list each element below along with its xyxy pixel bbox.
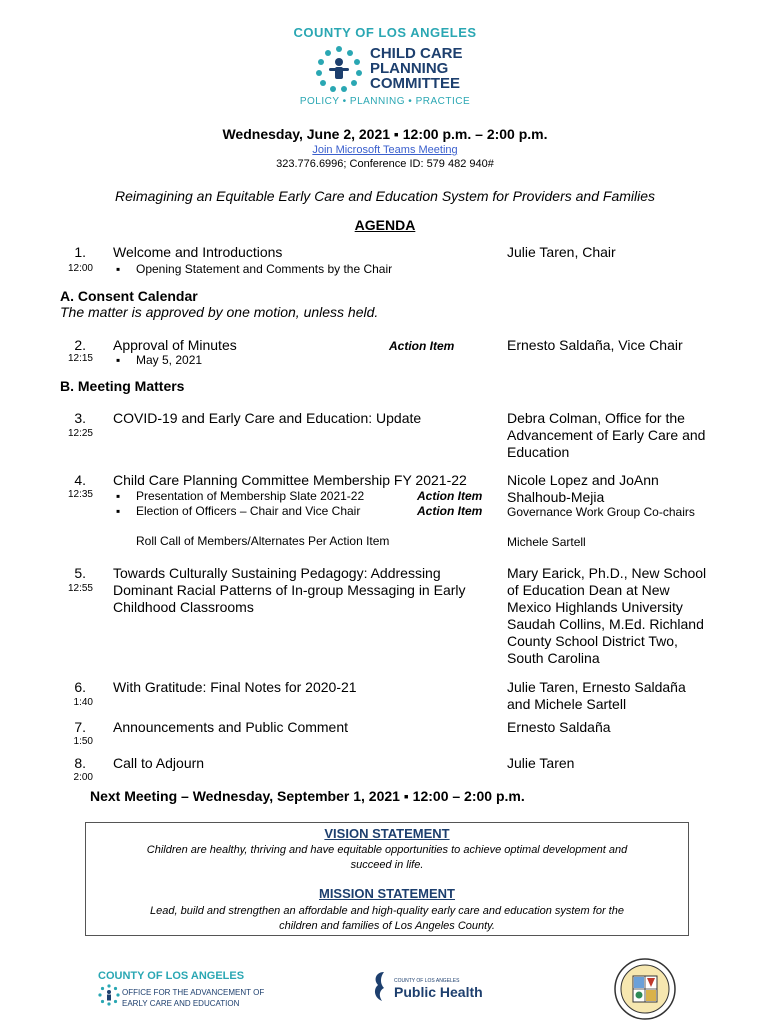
presenter-line: Mary Earick, Ph.D., New School [507, 565, 707, 581]
presenter-line: Nicole Lopez and JoAnn [507, 472, 659, 488]
presenter-line: Shalhoub-Mejia [507, 489, 605, 505]
item-time: 2:00 [73, 772, 93, 783]
action-item-label: Action Item [417, 504, 483, 518]
item-presenter: Julie Taren [507, 755, 575, 771]
meeting-date: Wednesday, June 2, 2021 ▪ 12:00 p.m. – 2:00 p.m. [222, 126, 548, 142]
item-presenter: Julie Taren, Chair [507, 244, 616, 260]
item-number: 5. [74, 565, 86, 581]
title-line: Childhood Classrooms [113, 599, 254, 615]
conference-info: 323.776.6996; Conference ID: 579 482 940# [276, 158, 494, 170]
action-item-label: Action Item [389, 339, 455, 353]
item-bullet: ▪ Presentation of Membership Slate 2021-22 [116, 489, 365, 503]
ecce-logo-icon [98, 984, 120, 1006]
ecce-line: OFFICE FOR THE ADVANCEMENT OF [122, 988, 265, 997]
public-health-logo-icon [370, 970, 392, 1004]
rollcall-text: Roll Call of Members/Alternates Per Action Item [136, 534, 390, 548]
item-presenter: Ernesto Saldaña, Vice Chair [507, 337, 683, 353]
presenter-line: Debra Colman, Office for the [507, 410, 685, 426]
item-time: 1:40 [73, 697, 93, 708]
item-bullet: ▪ Election of Officers – Chair and Vice Chair [116, 504, 361, 518]
action-item-label: Action Item [417, 489, 483, 503]
item-title: Child Care Planning Committee Membership FY 2021-22 [113, 472, 467, 488]
item-time: 12:00 [67, 263, 93, 274]
item-presenter [507, 679, 686, 713]
item-presenter [507, 565, 706, 667]
county-seal-icon [614, 958, 676, 1020]
tagline: POLICY • PLANNING • PRACTICE [299, 96, 471, 107]
item-number: 1. [74, 244, 86, 260]
rollcall-presenter: Michele Sartell [507, 535, 586, 549]
vision-title: VISION STATEMENT [324, 826, 450, 841]
ph-county: COUNTY OF LOS ANGELES [394, 978, 460, 984]
item-number: 8. [74, 755, 86, 771]
agenda-title: AGENDA [354, 217, 416, 233]
meeting-theme: Reimagining an Equitable Early Care and Education System for Providers and Families [114, 188, 656, 204]
committee-line: COMMITTEE [370, 75, 460, 92]
section-b-title: B. Meeting Matters [60, 378, 185, 394]
presenter-subtitle: Governance Work Group Co-chairs [507, 505, 695, 519]
mission-line: children and families of Los Angeles County. [279, 920, 495, 932]
section-a-title: A. Consent Calendar [60, 288, 198, 304]
title-line: Dominant Racial Patterns of In-group Messaging in Early [113, 582, 466, 598]
mission-line: Lead, build and strengthen an affordable and high-quality early care and education system for the [150, 905, 624, 917]
item-time: 12:55 [67, 583, 93, 594]
item-time: 12:25 [67, 428, 93, 439]
item-title: COVID-19 and Early Care and Education: Update [113, 410, 422, 426]
ph-name: Public Health [394, 984, 483, 1000]
item-time: 12:35 [67, 489, 93, 500]
item-title: Announcements and Public Comment [113, 719, 349, 735]
committee-line: PLANNING [370, 60, 449, 77]
item-title: Welcome and Introductions [113, 244, 283, 260]
bullet-text: Election of Officers – Chair and Vice Chair [136, 504, 361, 518]
teams-meeting-link[interactable]: Join Microsoft Teams Meeting [312, 144, 458, 156]
item-presenter [507, 410, 705, 461]
vision-line: Children are healthy, thriving and have equitable opportunities to achieve optimal development and [146, 844, 628, 856]
presenter-line: County School District Two, [507, 633, 678, 649]
bullet-text: May 5, 2021 [136, 353, 203, 367]
item-number: 3. [74, 410, 86, 426]
ecce-office-logo [98, 970, 278, 1008]
child-care-logo-icon [314, 44, 364, 94]
presenter-line: of Education Dean at New [507, 582, 670, 598]
next-meeting: Next Meeting – Wednesday, September 1, 2021 ▪ 12:00 – 2:00 p.m. [90, 788, 525, 804]
presenter-line: Saudah Collins, M.Ed. Richland [507, 616, 704, 632]
item-title [113, 565, 466, 616]
vision-mission-box [85, 822, 689, 936]
presenter-line: Advancement of Early Care and [507, 427, 706, 443]
county-header: COUNTY OF LOS ANGELES [293, 25, 477, 40]
item-presenter: Ernesto Saldaña [507, 719, 611, 735]
presenter-line: Mexico Highlands University [507, 599, 683, 615]
section-a-note: The matter is approved by one motion, unless held. [60, 304, 379, 320]
item-time: 12:15 [67, 353, 93, 364]
presenter-line: Julie Taren, Ernesto Saldaña [507, 679, 686, 695]
item-number: 7. [74, 719, 86, 735]
item-title: With Gratitude: Final Notes for 2020-21 [113, 679, 357, 695]
vision-text [107, 843, 667, 873]
ecce-line: EARLY CARE AND EDUCATION [122, 999, 240, 1008]
bullet-text: Opening Statement and Comments by the Chair [136, 262, 393, 276]
vision-line: succeed in life. [350, 859, 424, 871]
ecce-county: COUNTY OF LOS ANGELES [98, 970, 245, 982]
item-bullet: ▪ Opening Statement and Comments by the Chair [116, 262, 393, 276]
committee-name [370, 46, 463, 91]
item-number: 6. [74, 679, 86, 695]
item-title: Call to Adjourn [113, 755, 205, 771]
presenter-line: Education [507, 444, 570, 460]
item-number: 4. [74, 472, 86, 488]
presenter-line: South Carolina [507, 650, 600, 666]
item-bullet: ▪ May 5, 2021 [116, 353, 203, 367]
item-presenter [507, 472, 659, 506]
bullet-text: Presentation of Membership Slate 2021-22 [136, 489, 365, 503]
item-time: 1:50 [73, 736, 93, 747]
presenter-line: and Michele Sartell [507, 696, 627, 712]
mission-text [107, 904, 667, 934]
item-number: 2. [74, 337, 86, 353]
title-line: Towards Culturally Sustaining Pedagogy: Addressing [113, 565, 441, 581]
committee-line: CHILD CARE [370, 45, 463, 62]
item-title: Approval of Minutes [113, 337, 237, 353]
mission-title: MISSION STATEMENT [318, 886, 456, 901]
